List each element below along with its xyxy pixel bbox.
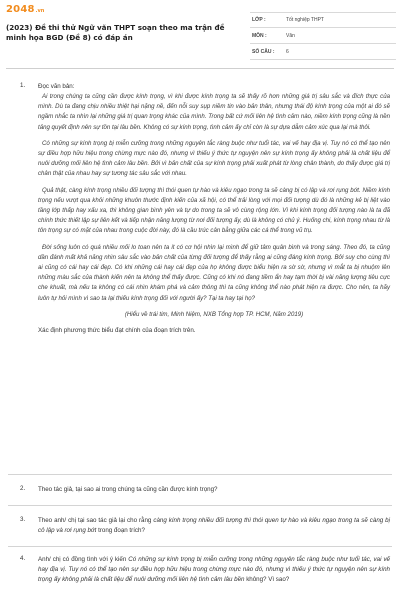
passage-paragraph: Đời sống luôn có quá nhiều mối lo toan nên ta ít có cơ hội nhìn lại mình để giữ tâm quân bình và trong sáng. Theo đó, ta cũng dần đánh mất khả năng nhìn sâu sắc vào bản chất của từng đối tượng để thấy rằng ai cũng đáng kính trọng. Bởi suy cho cùng thì ai cũng có cái hay cái đẹp. Có khi những cái hay cái đẹp của họ không được biểu hiện ra sờ sờ, nhưng vì mắt ta bị nhuộm lên những màu sắc của thành kiến nên ta không thể thấy được. Cũng có khi nó đang tiềm ẩn hay tạm thời bị vài năng lượng tiêu cực che khuất, mà nếu ta không có cái nhìn khám phá và cảm thông thì ta cũng không thể nào phát hiện ra được. Cho nên, ta hãy luôn tự hỏi mình vì sao ta lại thiếu kính trọng đối với người ấy? Tại ta hay tại họ? — [38, 243, 390, 302]
question-divider — [8, 474, 392, 475]
question-number: 3. — [20, 516, 26, 523]
question-text — [38, 516, 390, 536]
question-text-tail: không? Vì sao? — [244, 576, 290, 584]
passage-paragraph: Quả thật, càng kính trọng nhiều đối tượng thì thói quen tự hào và kiêu ngạo trong ta sẽ càng bị có lập và rơi rụng bớt. Niềm kính trọng nếu vượt qua khỏi những khuôn thước định kiến của xã hội, có thể trải lòng với mọi đối tượng dù đó là những kẻ bị liệt vào tầng lớp thấp hay xấu xa, thì không gian bình yên và tự do trong ta sẽ vô cùng rộng lớn. Vì khi kính trọng đối tượng nào là ta đã chính thức thiết lập sự liên kết và tiếp nhận năng lượng từ nơi đối tượng ấy, dù là không có chủ ý. Huống chi, kính trọng nhau từ là tôn trọng sự có mặt của nhau trong cuộc đời này, đó là cầu trúc cân bằng giữa các cá thể trong vũ trụ. — [38, 186, 390, 235]
question-text-lead: Theo anh/ chị tại sao tác giả lại cho rằng — [38, 517, 154, 524]
question-quote: càng kính trọng nhiều đối tượng thì thói quen tự hào và kiêu ngạo trong ta sẽ càng bị cô lập và rơi rụng bớt — [38, 517, 390, 535]
question-text — [38, 555, 390, 586]
meta-row-class — [250, 12, 396, 28]
meta-row-subject — [250, 28, 396, 44]
meta-value: 6 — [286, 48, 289, 55]
question-number: 4. — [20, 555, 26, 562]
meta-table — [250, 12, 396, 60]
passage-paragraph: Ai trong chúng ta cũng cần được kính trọng, vì khi được kính trọng ta sẽ thấy rõ hơn những giá trị sâu sắc và đích thực của mình. Dù ta đang chịu nhiều thiệt hại nặng nề, đến nỗi suy sụp niềm tin vào bản thân, nhưng thái độ kính trọng của một ai đó sẽ ngầm nhắc ta nhìn lại những giá trị quan trọng khác của mình. Trong bất cứ mối liên hệ tình cảm nào, niềm kính trọng cũng là nền tảng quyết định nên sự tồn tại lâu bền. Không có sự kính trọng, tình cảm ấy chỉ còn là sự dựa dẫm cảm xúc qua lại mà thôi. — [38, 93, 390, 131]
question-divider — [8, 546, 392, 547]
meta-label: SỐ CÂU : — [252, 48, 275, 55]
passage-source: (Hiểu về trái tim, Minh Niệm, NXB Tổng hợp TP. HCM, Năm 2019) — [124, 310, 304, 318]
question-number: 2. — [20, 485, 26, 492]
reading-passage — [38, 92, 390, 320]
question-instruction: Xác định phương thức biểu đạt chính của đoạn trích trên. — [38, 327, 196, 335]
question-body — [38, 82, 390, 336]
passage-paragraph: Có những sự kính trọng bị miễn cưỡng trong những nguyên tắc ràng buộc như tuổi tác, vai vế hay địa vị. Tuy nó có thể tạo nên sự điều hợp hữu hiệu trong chừng mực nào đó, nhưng vì thiếu ý thức tự nguyện nên sự kính trọng ấy không phải là chất liệu để nuôi dưỡng mối liên hệ tình cảm lâu bền. Bởi vì bản chất của sự kính trọng phải xuất phát từ lòng chân thành, do thấy được giá trị chân thật của nhau hay sự tương tác sâu sắc với nhau. — [38, 139, 390, 178]
meta-label: MÔN : — [252, 32, 267, 39]
page-header — [0, 0, 400, 62]
meta-value: Văn — [286, 32, 295, 39]
meta-value: Tốt nghiệp THPT — [286, 17, 324, 23]
reading-heading: Đọc văn bản: — [38, 83, 75, 90]
logo-main-text: 2048 — [6, 4, 35, 15]
meta-label: LỚP : — [252, 17, 266, 23]
question-quote: Có những sự kính trọng bị miễn cưỡng trong những nguyên tắc ràng buộc như tuổi tác, vai vế hay địa vị. Tuy nó có thể tạo nên sự điều hợp hữu hiệu trong chừng mực nào đó, nhưng vì thiếu ý thức tự nguyện nên sự kính trọng ấy không phải là chất liệu để nuôi dưỡng mối liên hệ tình cảm lâu bền — [38, 556, 391, 584]
logo-sub-text: .vn — [35, 8, 45, 14]
question-number: 1. — [20, 82, 26, 89]
meta-row-question-count — [250, 44, 396, 60]
question-text-tail: trong đoạn trích? — [96, 527, 145, 535]
question-divider — [8, 505, 392, 506]
question-text-lead: Anh/ chị có đồng tình với ý kiến — [38, 556, 129, 563]
document-title: (2023) Đề thi thử Ngữ văn THPT soạn theo ma trận đề minh họa BGD (Đề 8) có đáp án — [6, 23, 225, 42]
site-logo[interactable] — [6, 4, 44, 18]
question-text: Theo tác giả, tại sao ai trong chúng ta cũng cần được kính trọng? — [38, 486, 218, 493]
header-divider — [6, 68, 394, 69]
